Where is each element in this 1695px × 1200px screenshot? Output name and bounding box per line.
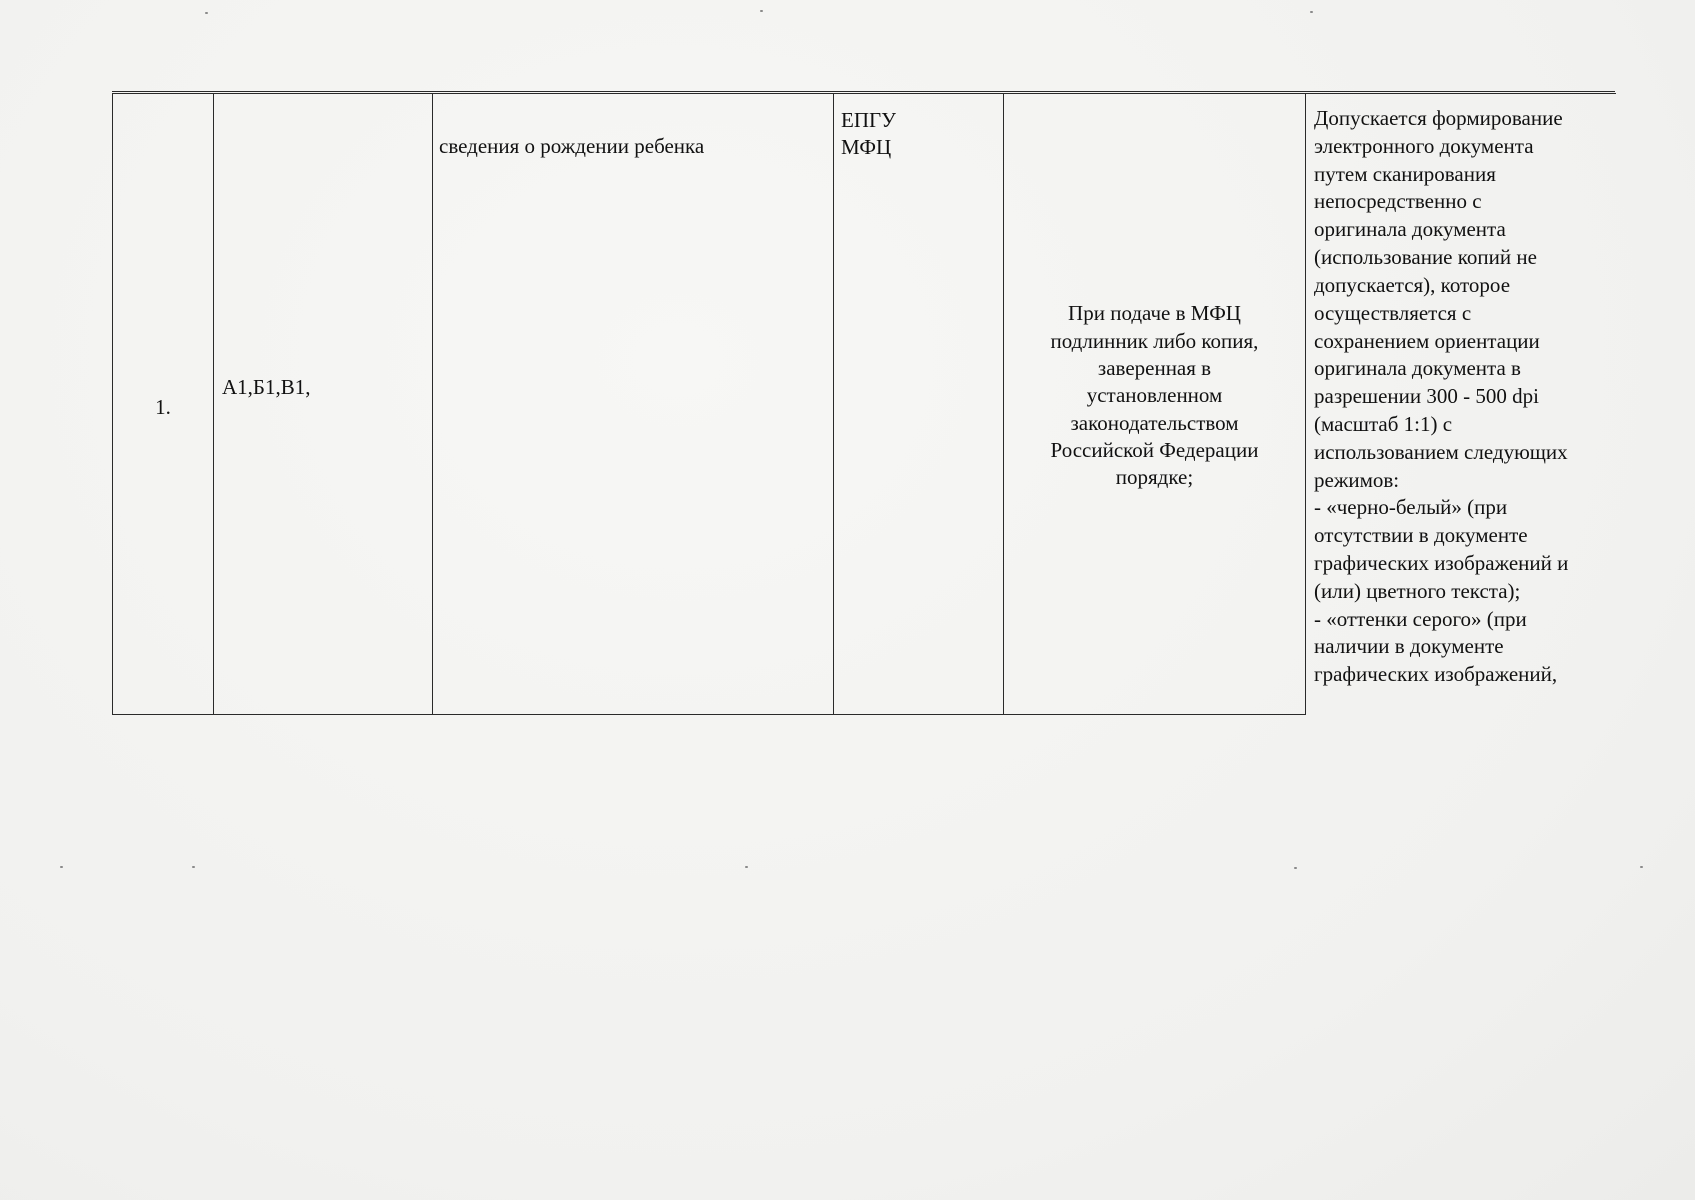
electronic-requirement-line: разрешении 300 - 500 dpi (1314, 384, 1539, 409)
electronic-requirement-line: (масштаб 1:1) с (1314, 411, 1453, 436)
electronic-requirement-line: графических изображений, (1314, 662, 1558, 687)
mfc-requirement-line: При подаче в МФЦ (1068, 301, 1241, 326)
category-codes: А1,Б1,В1, (222, 375, 311, 400)
electronic-requirement-line: сохранением ориентации (1314, 328, 1540, 353)
mfc-requirement-line: установленном (1086, 383, 1223, 408)
electronic-requirement-line: оригинала документа в (1314, 356, 1521, 381)
electronic-requirement-line: наличии в документе (1314, 634, 1504, 659)
mfc-requirement-line: порядке; (1115, 465, 1194, 490)
electronic-requirement-line: отсутствии в документе (1314, 523, 1528, 548)
row-number-cell (113, 94, 214, 715)
electronic-requirement-line: осуществляется с (1314, 300, 1472, 325)
mfc-requirement-line: Российской Федерации (1050, 437, 1259, 462)
table-top-border (112, 91, 1615, 92)
document-table (112, 93, 1616, 715)
electronic-requirement-line: режимов: (1314, 467, 1400, 492)
mfc-requirement-line: законодательством (1070, 410, 1239, 435)
electronic-requirement-line: оригинала документа (1314, 217, 1506, 242)
electronic-requirement-cell (1306, 94, 1616, 715)
electronic-requirement-line: использованием следующих (1314, 439, 1568, 464)
mfc-requirement-line: заверенная в (1097, 356, 1212, 381)
electronic-requirement-line: (использование копий не (1314, 245, 1537, 270)
channel-mfc: МФЦ (841, 135, 892, 160)
description-cell (433, 94, 834, 715)
mfc-requirement-cell (1004, 94, 1306, 715)
electronic-requirement-line: Допускается формирование (1314, 106, 1563, 130)
electronic-requirement-line: (или) цветного текста); (1314, 578, 1521, 603)
electronic-requirement-line: электронного документа (1314, 133, 1534, 158)
electronic-requirement-line: - «оттенки серого» (при (1314, 606, 1527, 631)
row-number: 1. (155, 395, 171, 420)
mfc-requirement-line: подлинник либо копия, (1050, 328, 1259, 353)
channel-epgu: ЕПГУ (841, 108, 897, 132)
electronic-requirement-line: путем сканирования (1314, 161, 1496, 186)
document-description: сведения о рождении ребенка (439, 134, 705, 158)
codes-cell (214, 94, 433, 715)
channels-cell (834, 94, 1004, 715)
electronic-requirement-line: графических изображений и (1314, 551, 1569, 575)
electronic-requirement-line: непосредственно с (1314, 189, 1482, 214)
electronic-requirement-line: - «черно-белый» (при (1314, 495, 1508, 520)
table-row (113, 94, 1616, 715)
electronic-requirement-line: допускается), которое (1314, 272, 1511, 297)
mfc-requirement-text (1014, 300, 1295, 491)
